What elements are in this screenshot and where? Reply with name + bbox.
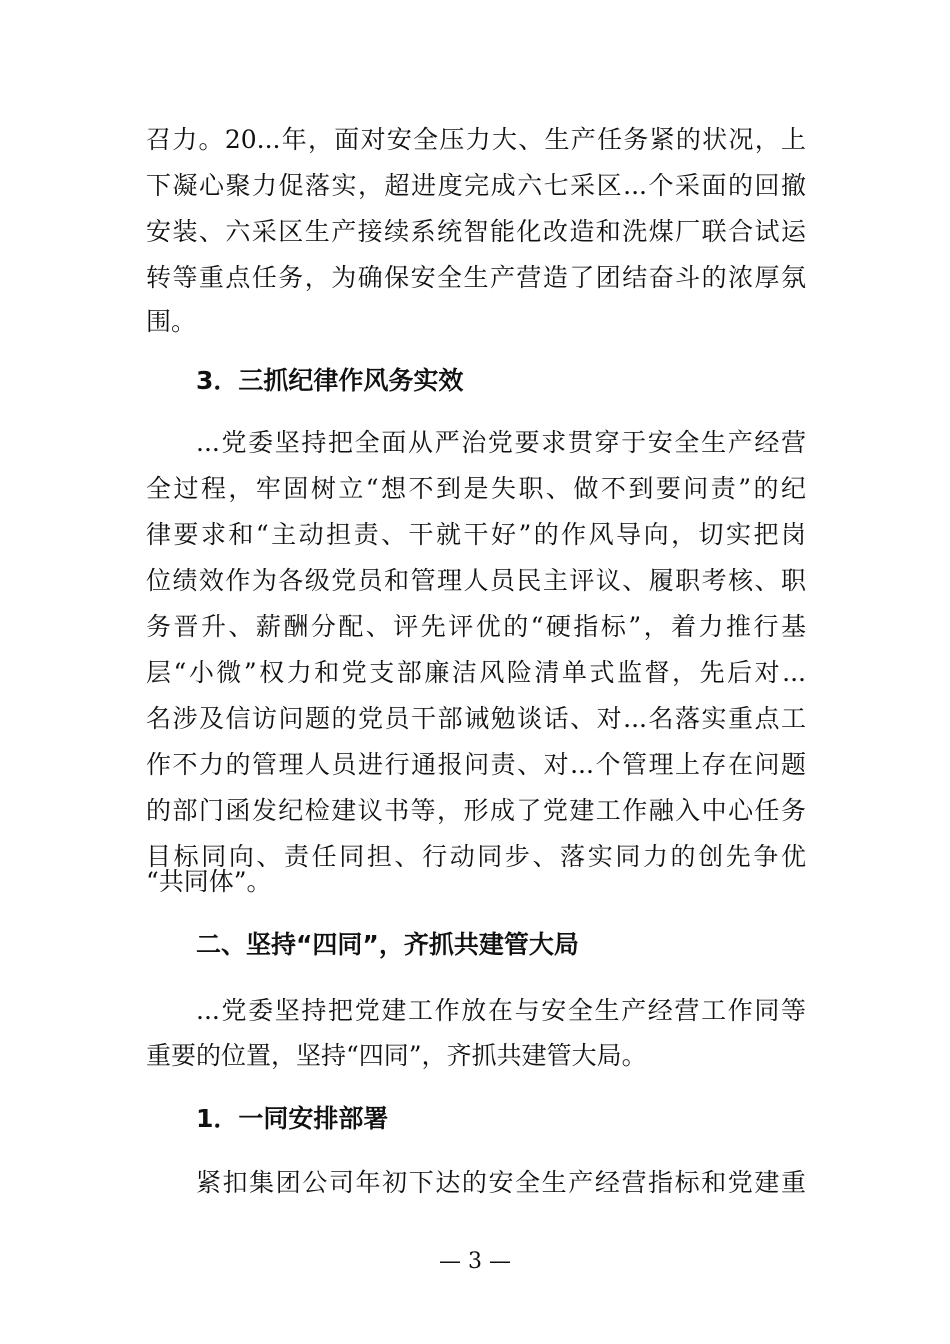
paragraph-line: “共同体”。 bbox=[146, 867, 272, 896]
paragraph-line: ...党委坚持把党建工作放在与安全生产经营工作同等 bbox=[196, 996, 806, 1025]
paragraph-line: 层“小微”权力和党支部廉洁风险清单式监督，先后对... bbox=[146, 658, 806, 687]
paragraph-line: 名涉及信访问题的党员干部诫勉谈话、对...名落实重点工 bbox=[146, 704, 806, 733]
paragraph-line: 的部门函发纪检建议书等，形成了党建工作融入中心任务 bbox=[146, 796, 806, 825]
subsection-heading: 1．一同安排部署 bbox=[196, 1104, 389, 1133]
paragraph-line: ...党委坚持把全面从严治党要求贯穿于安全生产经营 bbox=[196, 428, 806, 457]
paragraph-line: 紧扣集团公司年初下达的安全生产经营指标和党建重 bbox=[196, 1168, 806, 1197]
paragraph-line: 围。 bbox=[146, 307, 197, 336]
subsection-heading: 3．三抓纪律作风务实效 bbox=[196, 366, 464, 395]
paragraph-line: 安装、六采区生产接续系统智能化改造和洗煤厂联合试运 bbox=[146, 217, 806, 246]
paragraph-line: 召力。20...年，面对安全压力大、生产任务紧的状况，上 bbox=[146, 125, 806, 154]
paragraph-line: 目标同向、责任同担、行动同步、落实同力的创先争优 bbox=[146, 842, 806, 871]
paragraph-line: 位绩效作为各级党员和管理人员民主评议、履职考核、职 bbox=[146, 566, 806, 595]
section-heading: 二、坚持“四同”，齐抓共建管大局 bbox=[196, 930, 579, 959]
paragraph-line: 律要求和“主动担责、干就干好”的作风导向，切实把岗 bbox=[146, 520, 806, 549]
page-number: — 3 — bbox=[439, 1249, 511, 1274]
paragraph-line: 转等重点任务，为确保安全生产营造了团结奋斗的浓厚氛 bbox=[146, 263, 806, 292]
paragraph-line: 重要的位置，坚持“四同”，齐抓共建管大局。 bbox=[146, 1041, 647, 1070]
paragraph-line: 务晋升、薪酬分配、评先评优的“硬指标”，着力推行基 bbox=[146, 612, 806, 641]
paragraph-line: 作不力的管理人员进行通报问责、对...个管理上存在问题 bbox=[146, 750, 806, 779]
paragraph-line: 下凝心聚力促落实，超进度完成六七采区...个采面的回撤 bbox=[146, 171, 806, 200]
paragraph-line: 全过程，牢固树立“想不到是失职、做不到要问责”的纪 bbox=[146, 474, 806, 503]
